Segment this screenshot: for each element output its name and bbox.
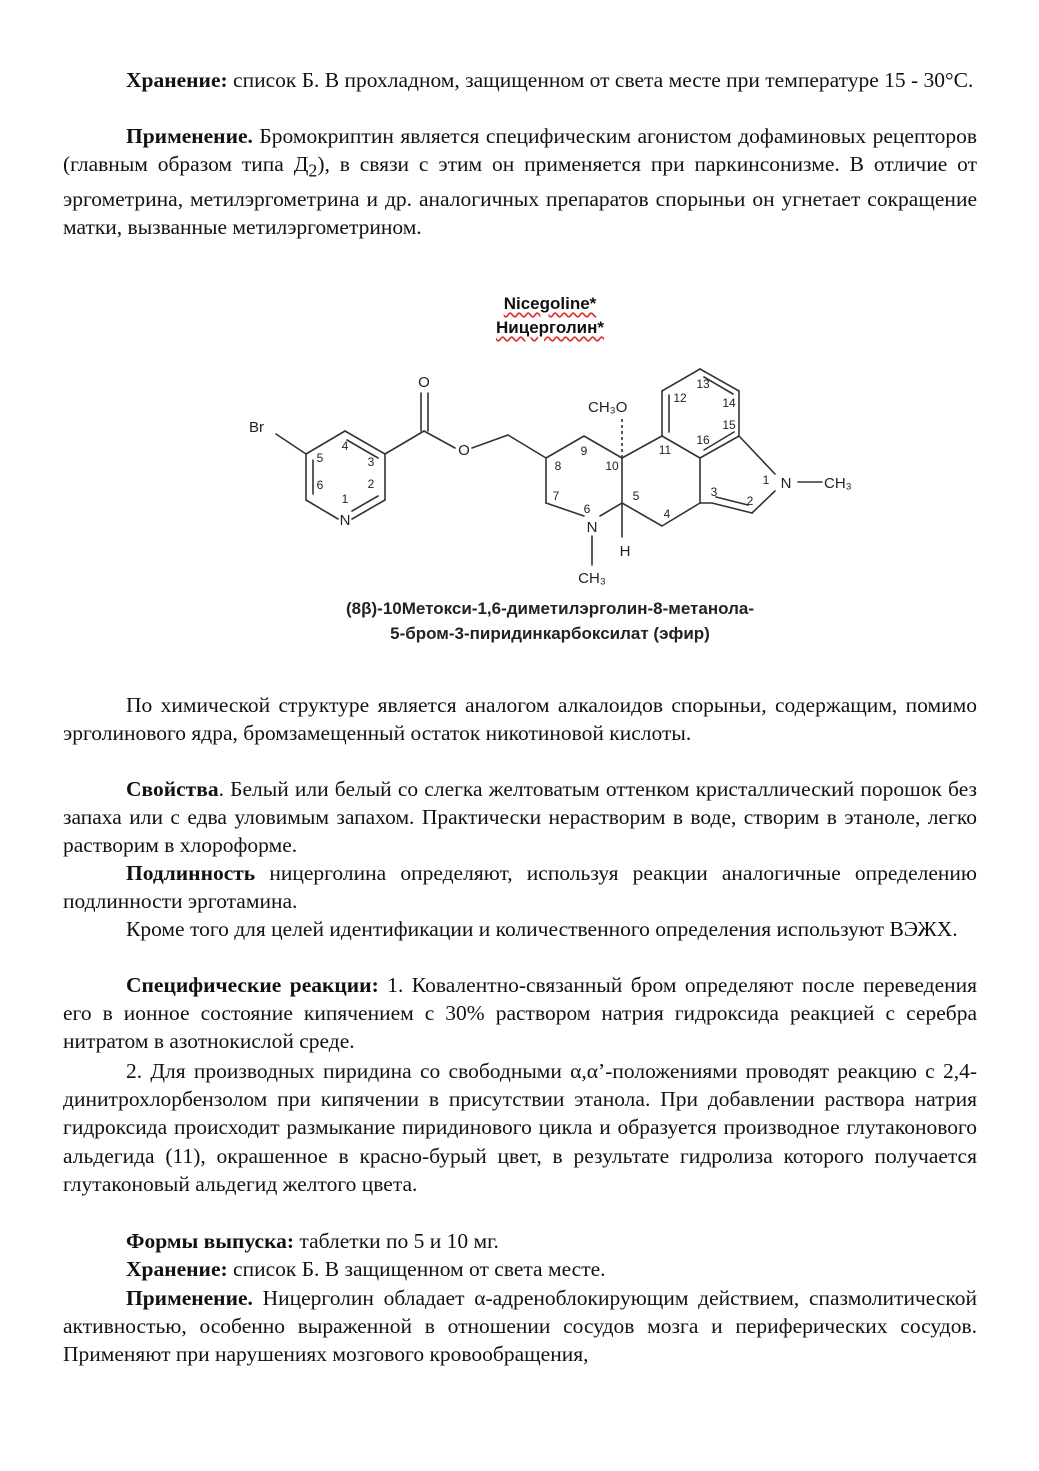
paragraph-release-forms — [63, 1227, 977, 1255]
pyr-num-2: 2 — [367, 477, 375, 491]
paragraph-pyridine-reaction: 2. Для производных пиридина со свободными α,α’-положениями проводят реакцию с 2,4-динитрохлорбензолом при кипячении в присутствии этанола. При добавлении раствора натрия гидроксида происходит размыкание пиридинового цикла и образуется производное глутаконового альдегида (11), окрашенное в красно-бурый цвет, в результате гидролиза которого получается глутаконовый альдегид желтого цвета. — [63, 1059, 977, 1196]
usage-label-bottom: Применение. — [126, 1286, 253, 1310]
properties-text: . Белый или белый со слегка желтоватым оттенком кристаллический порошок без запаха или с едва уловимым запахом. Практически нерастворим в воде, створим в этаноле, легко растворим в хлороформе. — [63, 777, 977, 858]
release-forms-text: таблетки по 5 и 10 мг. — [294, 1229, 499, 1253]
structural-formula — [240, 283, 860, 593]
paragraph-structure: По химической структуре является аналогом алкалоидов спорыньи, содержащим, помимо эрголинового ядра, бромзамещенный остаток никотиновой кислоты. — [63, 693, 977, 746]
specific-reactions-label: Специфические реакции: — [126, 973, 379, 997]
erg-num-7: 7 — [552, 489, 560, 503]
erg-num-4: 4 — [663, 507, 671, 521]
erg-num-2: 2 — [746, 494, 754, 508]
figure-caption-line1: (8β)-10Метокси-1,6-диметилэрголин-8-метанола- — [346, 599, 754, 618]
erg-num-9: 9 — [580, 444, 588, 458]
usage-text-1: Бромокриптин является специфическим агонистом дофаминовых рецепторов (главным образом типа Д — [63, 124, 977, 177]
pyr-num-1: 1 — [341, 492, 349, 506]
erg-num-6: 6 — [583, 502, 591, 516]
erg-num-1: 1 — [762, 473, 770, 487]
usage-text-bottom: Ницерголин обладает α-адреноблокирующим действием, спазмолитической активностью, особенно выраженной в отношении сосудов мозга и периферических сосудов. Применяют при нарушениях мозгового кровообращения, — [63, 1286, 977, 1367]
n1-methyl-label: CH₃ — [824, 475, 852, 492]
n6-methyl-label: CH₃ — [578, 570, 606, 587]
pyridine-nitrogen-label: N — [339, 512, 351, 529]
erg-num-5: 5 — [632, 489, 640, 503]
h5-label: H — [619, 543, 631, 560]
paragraph-hplc: Кроме того для целей идентификации и количественного определения используют ВЭЖХ. — [126, 917, 958, 941]
erg-num-12: 12 — [673, 391, 687, 405]
n6-label: N — [586, 519, 598, 536]
structure-figure — [240, 283, 860, 653]
n1-label: N — [780, 475, 792, 492]
bromine-label: Br — [249, 419, 264, 436]
storage-text: список Б. В прохладном, защищенном от света месте при температуре 15 - 30°С. — [227, 68, 974, 92]
release-forms-label: Формы выпуска: — [126, 1229, 295, 1253]
authenticity-label: Подлинность — [126, 861, 256, 885]
pyr-num-5: 5 — [316, 451, 324, 465]
storage-label-bottom: Хранение: — [126, 1257, 228, 1281]
pyr-num-3: 3 — [367, 455, 375, 469]
storage-label: Хранение: — [126, 68, 228, 92]
paragraph-authenticity — [63, 859, 977, 915]
erg-num-14: 14 — [722, 396, 736, 410]
paragraph-storage — [63, 1255, 977, 1283]
usage-paragraph-top — [63, 122, 977, 241]
erg-num-13: 13 — [696, 377, 710, 391]
authenticity-text: ницерголина определяют, используя реакции аналогичные определению подлинности эрготамина. — [63, 861, 977, 914]
figure-caption-line2: 5-бром-3-пиридинкарбоксилат (эфир) — [390, 624, 710, 643]
erg-num-10: 10 — [605, 459, 619, 473]
figure-title-en: Nicegoline* — [503, 294, 597, 313]
erg-num-16: 16 — [696, 433, 710, 447]
erg-num-3: 3 — [710, 485, 718, 499]
erg-num-11: 11 — [658, 443, 672, 457]
paragraph-usage — [63, 1284, 977, 1369]
methoxy-label: CH₃O — [588, 399, 628, 416]
usage-text-2: ), в связи с этим он применяется при паркинсонизме. В отличие от эргометрина, метилэргометрина и др. аналогичных препаратов спорыньи он угнетает сокращение матки, вызванные метилэргометрином. — [63, 152, 977, 239]
pyr-num-6: 6 — [316, 478, 324, 492]
carbonyl-oxygen-label: O — [418, 374, 430, 391]
usage-label: Применение. — [126, 124, 253, 148]
figure-title-ru: Ницерголин* — [496, 318, 604, 337]
ester-oxygen-label: O — [458, 442, 470, 459]
pyr-num-4: 4 — [341, 439, 349, 453]
erg-num-8: 8 — [554, 459, 562, 473]
paragraph-specific-reactions — [63, 971, 977, 1056]
usage-subscript: 2 — [308, 160, 318, 181]
erg-num-15: 15 — [722, 418, 736, 432]
properties-label: Свойства — [126, 777, 219, 801]
specific-reactions-text: 1. Ковалентно-связанный бром определяют после переведения его в ионное состояние кипячением с 30% раствором натрия гидроксида реакцией с серебра нитратом в азотнокислой среде. — [63, 973, 978, 1054]
paragraph-properties — [63, 775, 977, 860]
storage-text-bottom: список Б. В защищенном от света месте. — [227, 1257, 606, 1281]
storage-paragraph-top — [63, 66, 977, 94]
